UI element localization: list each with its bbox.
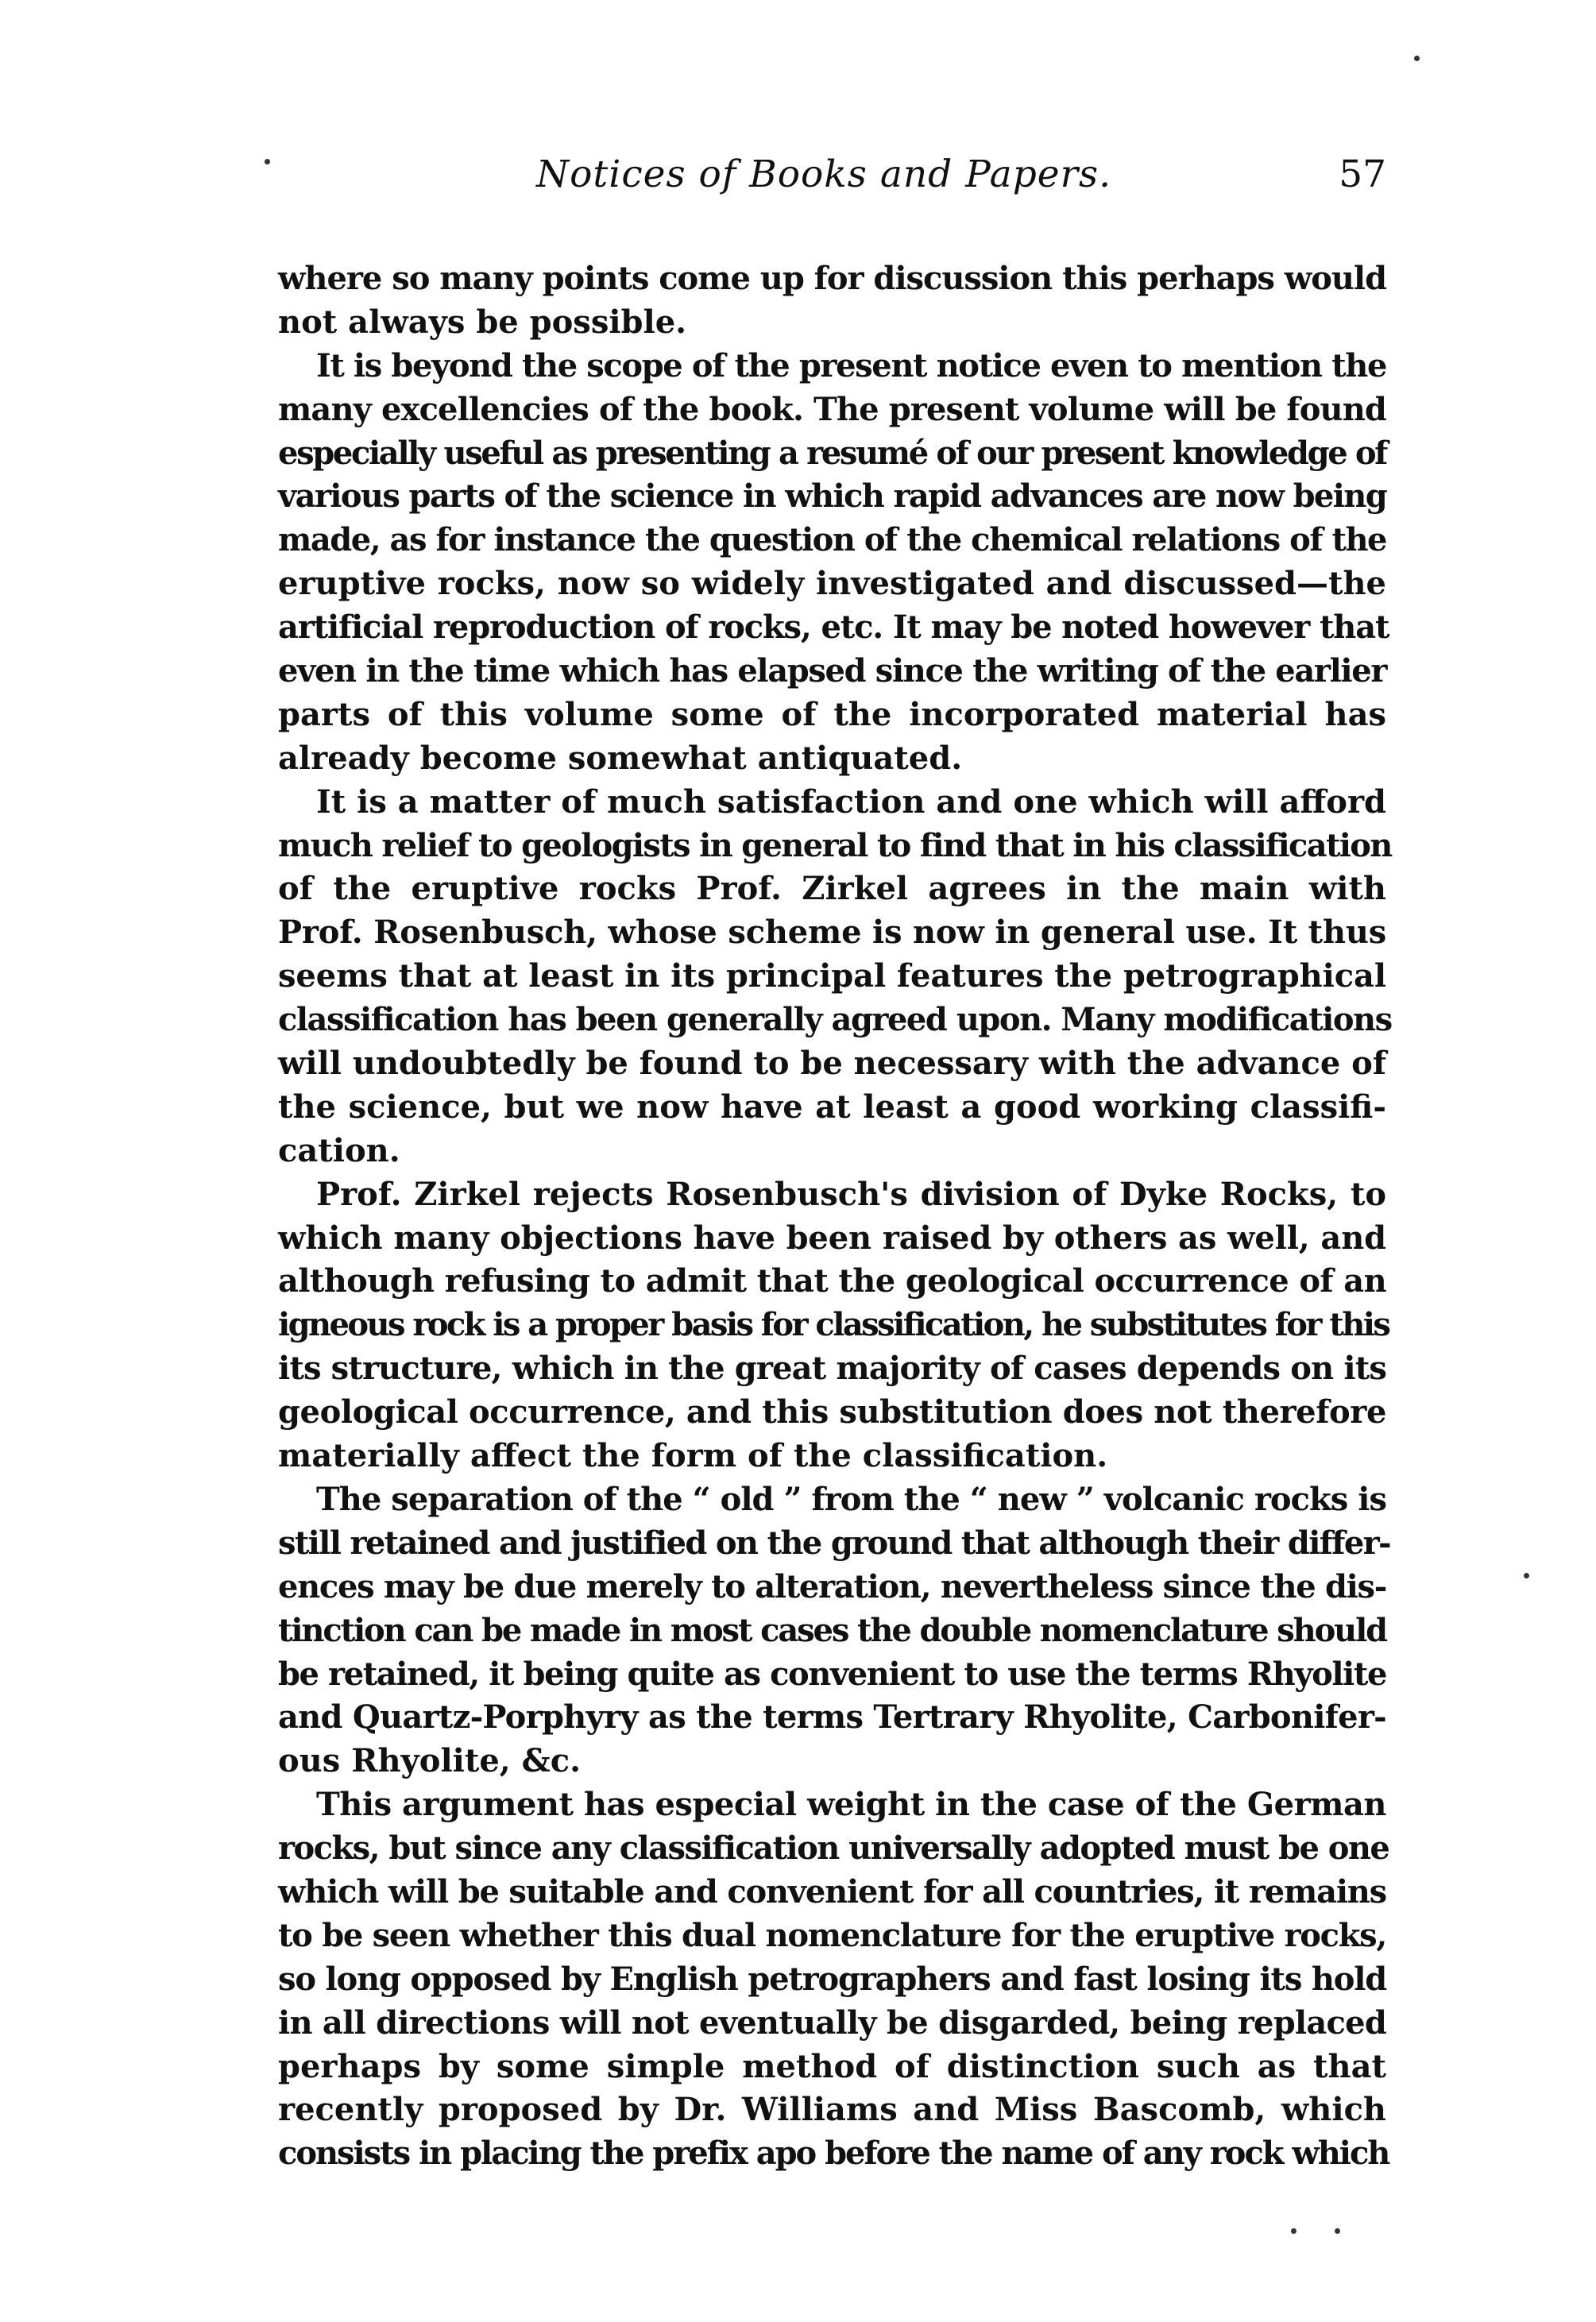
- text-line: It is a matter of much satisfaction and one which will afford: [316, 782, 1386, 821]
- paragraph: [278, 781, 1392, 1173]
- text-line: ences may be due merely to alteration, nevertheless since the dis-: [278, 1567, 1387, 1605]
- text-line: made, as for instance the question of the chemical relations of the: [278, 521, 1386, 559]
- text-line: artificial reproduction of rocks, etc. It may be noted however that: [278, 609, 1389, 647]
- text-line: not always be possible.: [278, 303, 687, 341]
- text-line: cation.: [278, 1131, 400, 1169]
- scan-speck: [1335, 2228, 1340, 2234]
- text-line: parts of this volume some of the incorporated material has: [278, 695, 1386, 733]
- text-line: various parts of the science in which rapid advances are now being: [278, 477, 1387, 516]
- text-line: in all directions will not eventually be disgarded, being replaced: [278, 2003, 1387, 2042]
- text-line: The separation of the “ old ” from the “ new ” volcanic rocks is: [316, 1480, 1386, 1518]
- text-line: which will be suitable and convenient for all countries, it remains: [278, 1872, 1386, 1911]
- text-line: classification has been generally agreed upon. Many modifications: [278, 1001, 1392, 1039]
- text-line: the science, but we now have at least a good working classifi-: [278, 1088, 1386, 1126]
- running-head: [278, 153, 1386, 216]
- text-line: This argument has especial weight in the case of the German: [316, 1786, 1387, 1824]
- text-line: although refusing to admit that the geological occurrence of an: [278, 1262, 1387, 1300]
- scan-speck: [1524, 1573, 1529, 1578]
- text-line: even in the time which has elapsed since the writing of the earlier: [278, 652, 1387, 690]
- text-line: materially affect the form of the classification.: [278, 1437, 1108, 1475]
- text-line: be retained, it being quite as convenient to use the terms Rhyolite: [278, 1655, 1386, 1693]
- running-title: Notices of Books and Papers.: [536, 153, 1112, 196]
- text-line: ous Rhyolite, &c.: [278, 1742, 582, 1780]
- paragraph: [278, 1173, 1389, 1478]
- paragraph: [278, 1478, 1390, 1783]
- text-line: tinction can be made in most cases the double nomenclature should: [278, 1611, 1387, 1649]
- text-line: of the eruptive rocks Prof. Zirkel agrees in the main with: [278, 870, 1386, 908]
- text-line: eruptive rocks, now so widely investigated and discussed—the: [278, 565, 1386, 603]
- text-line: seems that at least in its principal features the petrographical: [278, 957, 1386, 995]
- text-line: and Quartz-Porphyry as the terms Tertrary Rhyolite, Carbonifer-: [278, 1698, 1387, 1737]
- text-line: to be seen whether this dual nomenclature for the eruptive rocks,: [278, 1916, 1386, 1954]
- text-line: rocks, but since any classification universally adopted must be one: [278, 1829, 1389, 1868]
- text-line: many excellencies of the book. The present volume will be found: [278, 390, 1386, 428]
- scan-speck: [1414, 56, 1420, 61]
- text-line: will undoubtedly be found to be necessary with the advance of: [278, 1045, 1386, 1083]
- text-line: especially useful as presenting a resumé of our present knowledge of: [278, 434, 1387, 472]
- text-line: which many objections have been raised by others as well, and: [278, 1219, 1386, 1257]
- text-line: where so many points come up for discussion this perhaps would: [278, 260, 1387, 297]
- paragraph: [278, 257, 1386, 345]
- text-line: geological occurrence, and this substitution does not therefore: [278, 1393, 1386, 1431]
- text-line: still retained and justified on the ground that although their differ-: [278, 1524, 1390, 1562]
- text-line: much relief to geologists in general to find that in his classification: [278, 826, 1392, 864]
- body-text: [278, 257, 1392, 2176]
- text-line: consists in placing the prefix apo before the name of any rock which: [278, 2135, 1389, 2173]
- text-line: so long opposed by English petrographers and fast losing its hold: [278, 1960, 1386, 1998]
- scan-speck: [1291, 2228, 1297, 2234]
- text-line: recently proposed by Dr. Williams and Miss Bascomb, which: [278, 2091, 1386, 2129]
- text-line: its structure, which in the great majority of cases depends on its: [278, 1350, 1386, 1388]
- text-line: already become somewhat antiquated.: [278, 739, 963, 777]
- scan-speck: [265, 159, 270, 164]
- page-number: 57: [1339, 153, 1386, 196]
- text-line: It is beyond the scope of the present notice even to mention the: [316, 346, 1386, 384]
- paragraph: [278, 1783, 1389, 2176]
- text-line: Prof. Zirkel rejects Rosenbusch's division of Dyke Rocks, to: [316, 1175, 1386, 1213]
- text-line: perhaps by some simple method of distinction such as that: [278, 2047, 1386, 2085]
- text-line: Prof. Rosenbusch, whose scheme is now in general use. It thus: [278, 914, 1387, 952]
- text-line: igneous rock is a proper basis for classification, he substitutes for this: [278, 1306, 1389, 1344]
- paragraph: [278, 345, 1389, 781]
